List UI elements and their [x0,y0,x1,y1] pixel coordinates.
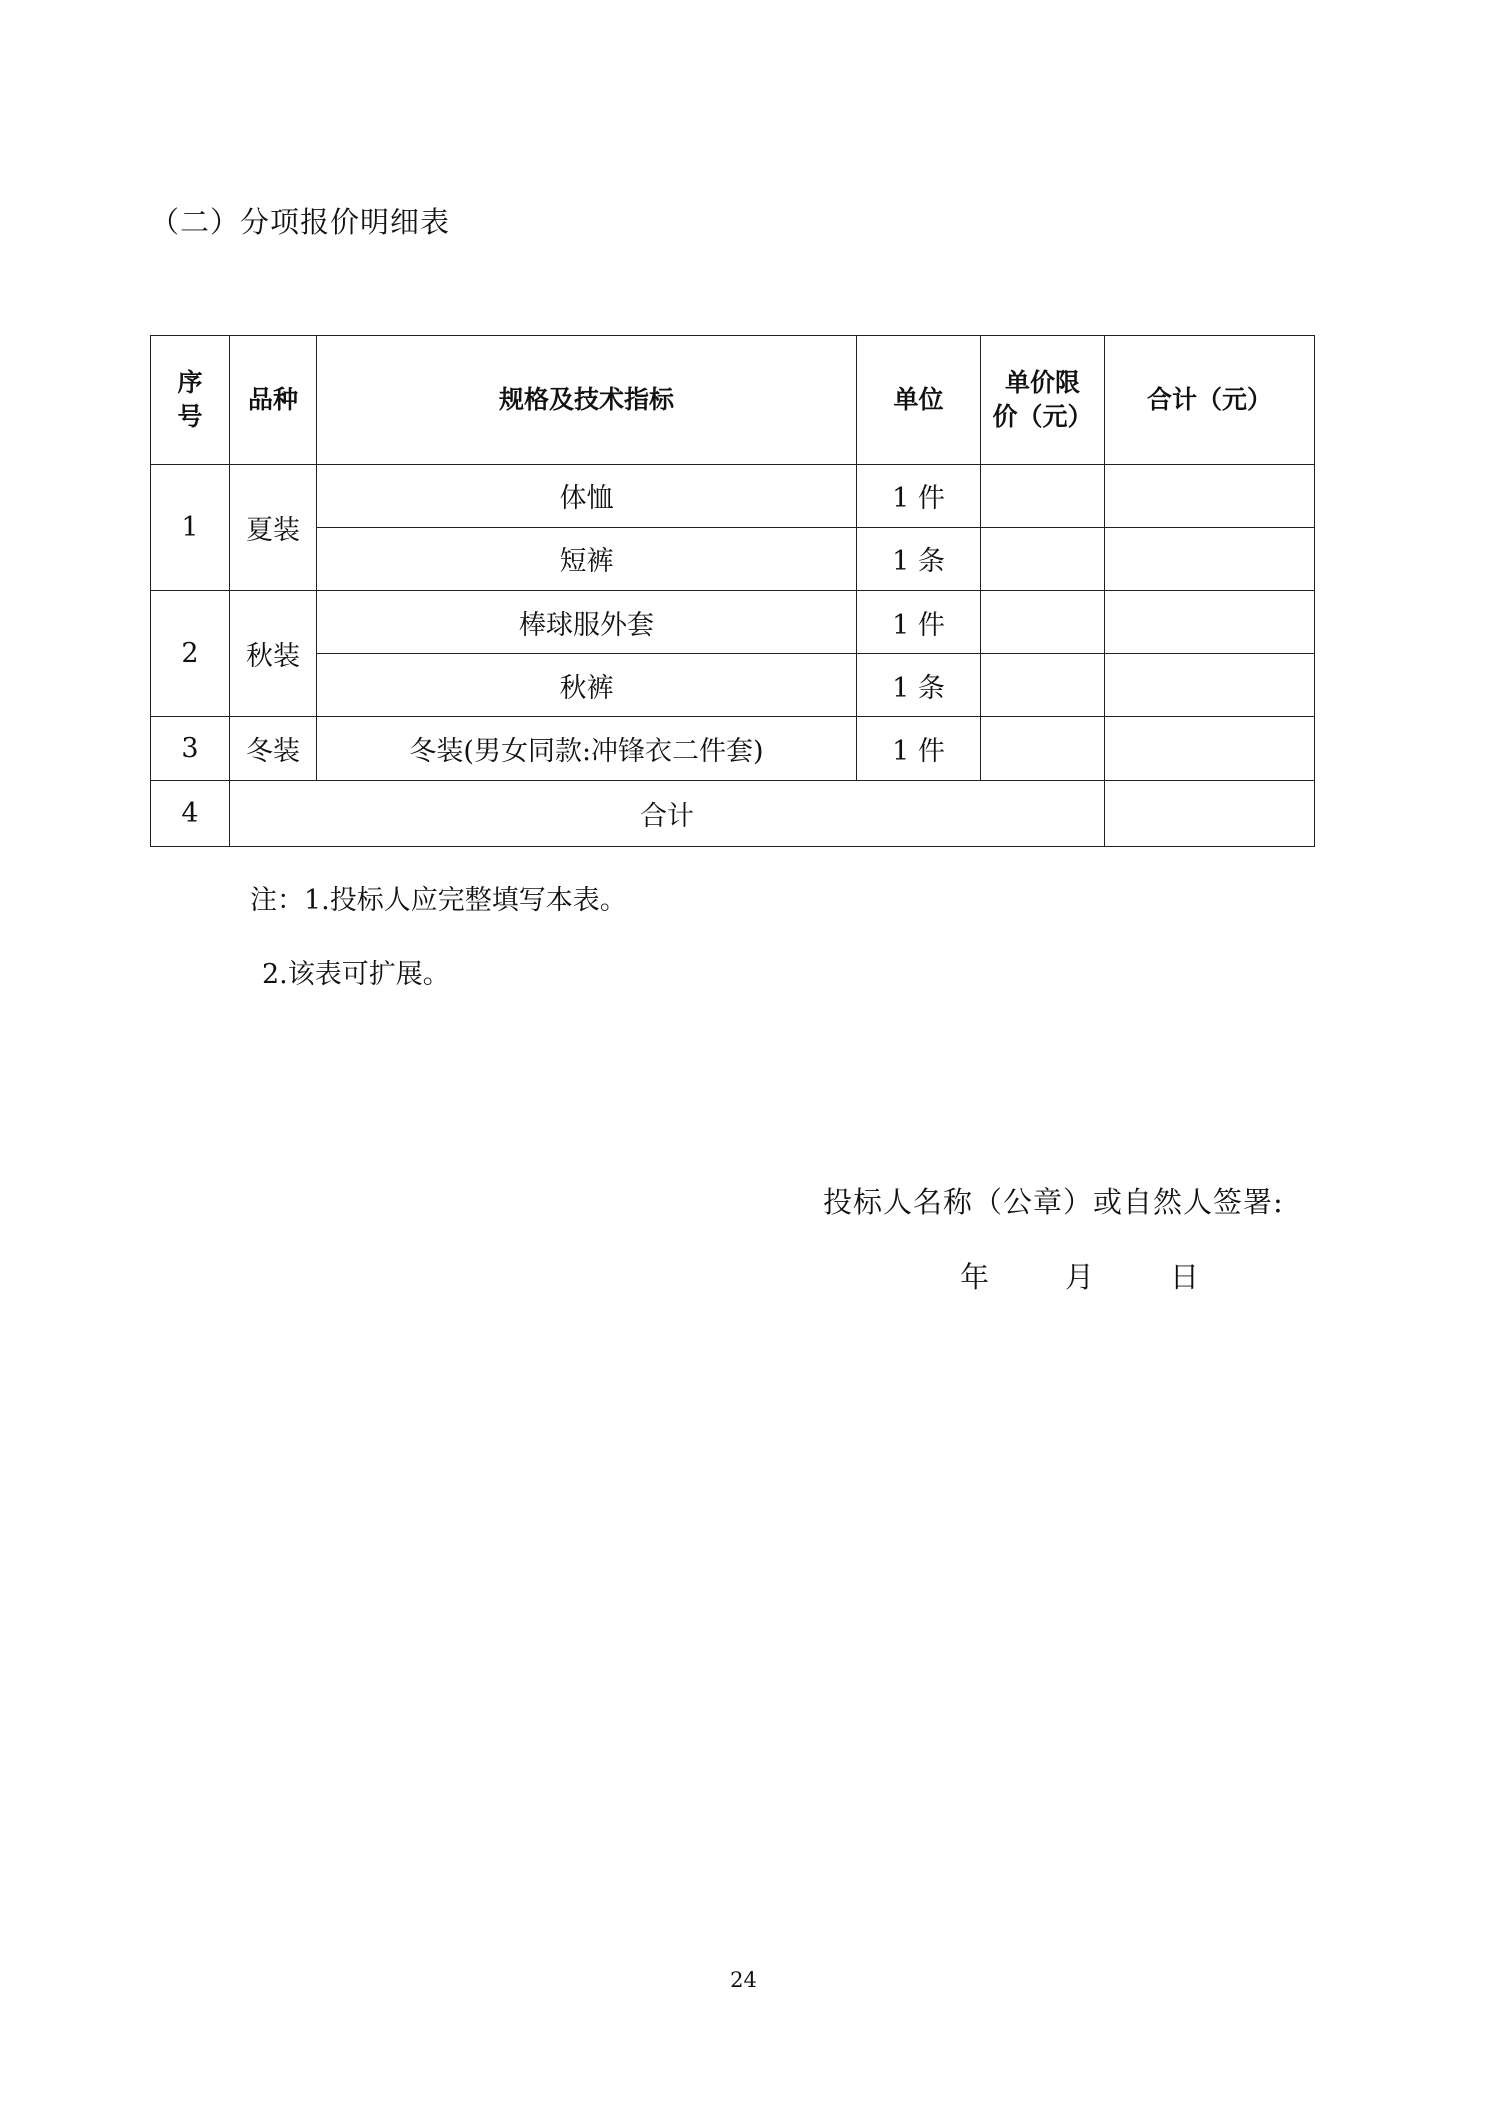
cell-unit-price [981,527,1105,590]
page-number: 24 [730,1968,757,1992]
cell-type: 夏装 [230,464,317,590]
cell-unit: 1 件 [857,590,981,653]
table-header-row [151,336,1315,465]
cell-total [1105,464,1315,527]
header-no: 序 号 [151,336,230,465]
summary-row [151,780,1315,846]
date-year: 年 [960,1260,990,1294]
signature-label: 投标人名称（公章）或自然人签署: [823,1185,1284,1219]
header-unit: 单位 [857,336,981,465]
cell-unit: 1 件 [857,464,981,527]
header-total: 合计（元） [1105,336,1315,465]
cell-spec: 棒球服外套 [317,590,857,653]
cell-spec: 短裤 [317,527,857,590]
note-1: 注：1.投标人应完整填写本表。 [250,885,627,916]
summary-total [1105,780,1315,846]
cell-type: 秋装 [230,590,317,716]
note-2: 2.该表可扩展。 [262,959,450,990]
header-type: 品种 [230,336,317,465]
table-row [151,527,1315,590]
section-title: （二）分项报价明细表 [150,205,451,239]
price-detail-table [150,335,1315,847]
cell-unit: 1 条 [857,654,981,717]
date-month: 月 [1065,1260,1095,1294]
cell-no: 2 [151,590,230,716]
cell-spec: 冬装(男女同款:冲锋衣二件套) [317,717,857,780]
date-day: 日 [1170,1260,1200,1294]
signature-date [960,1255,1199,1296]
cell-spec: 秋裤 [317,654,857,717]
cell-spec: 体恤 [317,464,857,527]
cell-no: 4 [151,780,230,846]
cell-total [1105,654,1315,717]
cell-total [1105,717,1315,780]
table-row [151,717,1315,780]
cell-unit-price [981,590,1105,653]
cell-unit: 1 件 [857,717,981,780]
cell-no: 1 [151,464,230,590]
cell-type: 冬装 [230,717,317,780]
cell-unit: 1 条 [857,527,981,590]
cell-unit-price [981,654,1105,717]
cell-total [1105,527,1315,590]
header-unit-price: 单价限 价（元） [981,336,1105,465]
cell-unit-price [981,464,1105,527]
table-row [151,590,1315,653]
cell-unit-price [981,717,1105,780]
table-row [151,654,1315,717]
cell-total [1105,590,1315,653]
table-row [151,464,1315,527]
cell-no: 3 [151,717,230,780]
header-spec: 规格及技术指标 [317,336,857,465]
summary-label: 合计 [230,780,1105,846]
